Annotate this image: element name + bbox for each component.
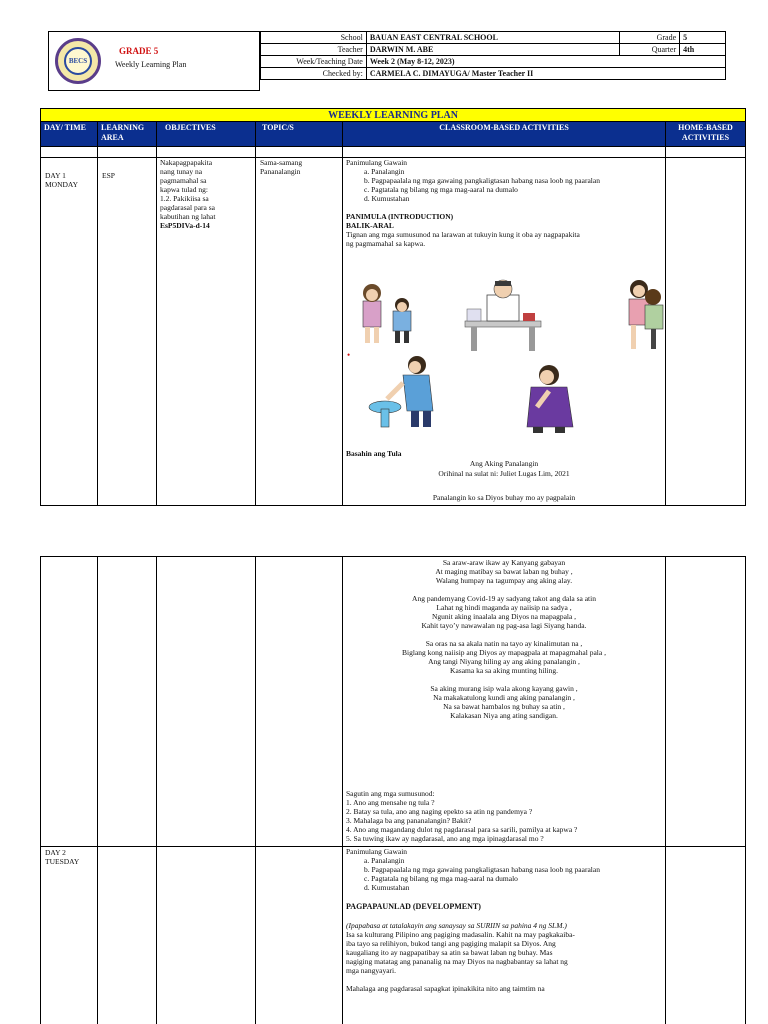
- list-item: b. Pagpapaalala ng mga gawaing pangkaligtasan habang nasa loob ng paaralan: [364, 176, 600, 185]
- stanza-gap: [343, 585, 665, 594]
- list-item: 1. Ano ang mensahe ng tula ?: [346, 798, 435, 807]
- paragraph-line: mga nangyayari.: [346, 966, 396, 975]
- poem-line: Ang pandemyang Covid-19 ay sadyang takot ang dala sa atin: [412, 594, 596, 603]
- objective-line: Nakapagpapakita: [160, 158, 213, 167]
- poem-line: Lahat ng hindi maganda ay naiisip na sadya ,: [436, 603, 572, 612]
- hugging-children-illustration: [621, 275, 669, 355]
- day1-topic: [260, 158, 302, 176]
- panimulang-heading: Panimulang Gawain: [346, 847, 408, 856]
- logo-box: [48, 31, 260, 91]
- paragraph-line: nagiging matatag ang pananalig na may Diyos na nagbabantay sa lahat ng: [346, 957, 568, 966]
- header-block: [48, 31, 726, 91]
- list-item: c. Pagtatala ng bilang ng mga mag-aaral na dumalo: [364, 185, 518, 194]
- list-item: a. Panalangin: [364, 167, 405, 176]
- questions-heading: Sagutin ang mga sumusunod:: [346, 789, 435, 798]
- balik-aral-heading: BALIK-ARAL: [346, 221, 394, 230]
- col-area: LEARNING AREA: [98, 122, 156, 146]
- week-value: Week 2 (May 8-12, 2023): [366, 56, 725, 68]
- poem-author: Orihinal na sulat ni: Juliet Lugas Lim, 2021: [438, 469, 570, 478]
- objective-line: 1.2. Pakikiisa sa: [160, 194, 209, 203]
- poem-line: Biglang kong naiisip ang Diyos ay mapagpala at mapagmahal pala ,: [402, 648, 606, 657]
- col-objectives: OBJECTIVES: [157, 122, 255, 146]
- paragraph-line: kaugaliang ito ay nagpapatibay sa atin sa bawat laban ng buhay. Mas: [346, 948, 553, 957]
- day1-weekday: MONDAY: [45, 180, 79, 189]
- grade-value: 5: [680, 32, 726, 44]
- divider: [342, 122, 343, 506]
- weekly-plan-table-continued: [40, 556, 746, 1024]
- teacher-value: DARWIN M. ABE: [366, 44, 619, 56]
- steps-list: [346, 167, 664, 203]
- day2-label: DAY 2: [45, 848, 66, 857]
- topic-line: Sama-samang: [260, 158, 303, 167]
- sick-child-illustration: [519, 361, 581, 435]
- weekly-plan-table: [40, 108, 746, 506]
- poem-line: Kahit tayo’y nawawalan ng pag-asa lagi Siyang handa.: [421, 621, 587, 630]
- objective-line: kapwa tulad ng:: [160, 185, 208, 194]
- objective-code: EsP5DIVa-d-14: [160, 221, 210, 230]
- list-item: 4. Ano ang magandang dulot ng pagdarasal para sa sarili, pamilya at kapwa ?: [346, 825, 578, 834]
- boy-washing-hands-illustration: [367, 353, 447, 429]
- poem-line: Panalangin ko sa Diyos buhay mo ay pagpalain: [432, 493, 576, 502]
- paragraph-line: iba tayo sa relihiyon, bukod tangi ang pagiging malapit sa Diyos. Ang: [346, 939, 556, 948]
- divider: [156, 557, 157, 1024]
- divider: [97, 122, 98, 506]
- list-item: c. Pagtatala ng bilang ng mga mag-aaral na dumalo: [364, 874, 518, 883]
- list-item: 2. Batay sa tula, ano ang naging epekto sa atin ng pandemya ?: [346, 807, 533, 816]
- paragraph-line: Isa sa kulturang Pilipino ang pagiging madasalin. Kahit na may pagkakaiba-: [346, 930, 575, 939]
- development-note: (Ipapabasa at tatalakayin ang sanaysay sa SURIIN sa pahina 4 ng SLM.): [346, 921, 567, 930]
- instruction-line: Tignan ang mga sumusunod na larawan at tukuyin kung it oba ay nagpapakita: [346, 230, 580, 239]
- poem-line: Sa araw-araw ikaw ay Kanyang gabayan: [442, 558, 566, 567]
- poem-line: Ang tangi Niyang hiling ay ang aking panalangin ,: [428, 657, 580, 666]
- plan-title: Weekly Learning Plan: [115, 60, 187, 69]
- col-home: HOME-BASED ACTIVITIES: [666, 122, 745, 146]
- children-fighting-illustration: [349, 279, 425, 349]
- list-item: d. Kumustahan: [364, 194, 410, 203]
- divider: [255, 122, 256, 506]
- list-item: d. Kumustahan: [364, 883, 410, 892]
- objective-line: kabutihan ng lahat: [160, 212, 216, 221]
- school-value: BAUAN EAST CENTRAL SCHOOL: [366, 32, 619, 44]
- stanza-gap: [343, 630, 665, 639]
- poem-title: Ang Aking Panalangin: [469, 459, 539, 468]
- day2-weekday: TUESDAY: [45, 857, 80, 866]
- basahin-heading: Basahin ang Tula: [346, 449, 402, 458]
- day1-area: ESP: [102, 171, 115, 180]
- day1-objectives: [160, 158, 215, 230]
- topic-line: Pananalangin: [260, 167, 301, 176]
- day1-activities: [346, 158, 664, 248]
- divider: [156, 122, 157, 506]
- objective-line: nang tunay na: [160, 167, 203, 176]
- day2-activities: [346, 847, 664, 993]
- day1-label: DAY 1: [45, 171, 66, 180]
- divider: [97, 557, 98, 1024]
- questions-block: [346, 789, 664, 843]
- development-heading: PAGPAPAUNLAD (DEVELOPMENT): [346, 902, 481, 911]
- paragraph-line: Mahalaga ang pagdarasal sapagkat ipinakikita nito ang taimtim na: [346, 984, 545, 993]
- poem-line: Sa aking murang isip wala akong kayang gawin ,: [430, 684, 578, 693]
- grade-title: GRADE 5: [119, 46, 159, 56]
- table-title: WEEKLY LEARNING PLAN: [41, 109, 745, 122]
- list-item: 5. Sa tuwing ikaw ay nagdarasal, ano ang mga ipinagdarasal mo ?: [346, 834, 544, 843]
- quarter-value: 4th: [680, 44, 726, 56]
- quarter-label: Quarter: [620, 44, 680, 56]
- list-item: b. Pagpapaalala ng mga gawaing pangkaligtasan habang nasa loob ng paaralan: [364, 865, 600, 874]
- panimulang-heading: Panimulang Gawain: [346, 158, 408, 167]
- poem-line: At maging matibay sa bawat laban ng buhay ,: [435, 567, 573, 576]
- poem-line: Na sa bawat hambalos ng buhay sa atin ,: [443, 702, 565, 711]
- instruction-line: ng pagmamahal sa kapwa.: [346, 239, 426, 248]
- divider: [41, 146, 745, 147]
- col-classroom: CLASSROOM-BASED ACTIVITIES: [343, 122, 665, 146]
- poem-line: Kasama ka sa aking munting hiling.: [450, 666, 558, 675]
- panimula-heading: PANIMULA (INTRODUCTION): [346, 212, 454, 221]
- checked-value: CARMELA C. DIMAYUGA/ Master Teacher II: [366, 68, 725, 80]
- poem-body: [343, 558, 665, 720]
- grade-label: Grade: [620, 32, 680, 44]
- poem-line: Walang humpay na tagumpay ang aking alay.: [435, 576, 573, 585]
- school-label: School: [261, 32, 367, 44]
- col-topics: TOPIC/S: [256, 122, 342, 146]
- col-day: DAY/ TIME: [41, 122, 97, 146]
- seal-text: BECS: [64, 47, 92, 75]
- divider: [665, 557, 666, 1024]
- poem-line: Kalakasan Niya ang ating sandigan.: [450, 711, 558, 720]
- objective-line: pagmamahal sa: [160, 176, 207, 185]
- list-item: a. Panalangin: [364, 856, 405, 865]
- doctor-at-desk-illustration: [459, 277, 547, 353]
- poem-line: Na makakatulong kundi ang aking panalangin ,: [433, 693, 575, 702]
- poem-line: Ngunit aking inaalala ang Diyos na mapagpala ,: [431, 612, 577, 621]
- checked-label: Checked by:: [261, 68, 367, 80]
- divider: [255, 557, 256, 1024]
- school-seal-icon: [55, 38, 101, 84]
- objective-line: pagdarasal para sa: [160, 203, 215, 212]
- info-table: [260, 31, 726, 80]
- stanza-gap: [343, 675, 665, 684]
- poem-line: Sa oras na sa akala natin na tayo ay kinalimutan na ,: [425, 639, 583, 648]
- list-item: 3. Mahalaga ba ang pananalangin? Bakit?: [346, 816, 472, 825]
- steps-list: [346, 856, 664, 892]
- teacher-label: Teacher: [261, 44, 367, 56]
- week-label: Week/Teaching Date: [261, 56, 367, 68]
- red-bullet-icon: •: [347, 350, 351, 360]
